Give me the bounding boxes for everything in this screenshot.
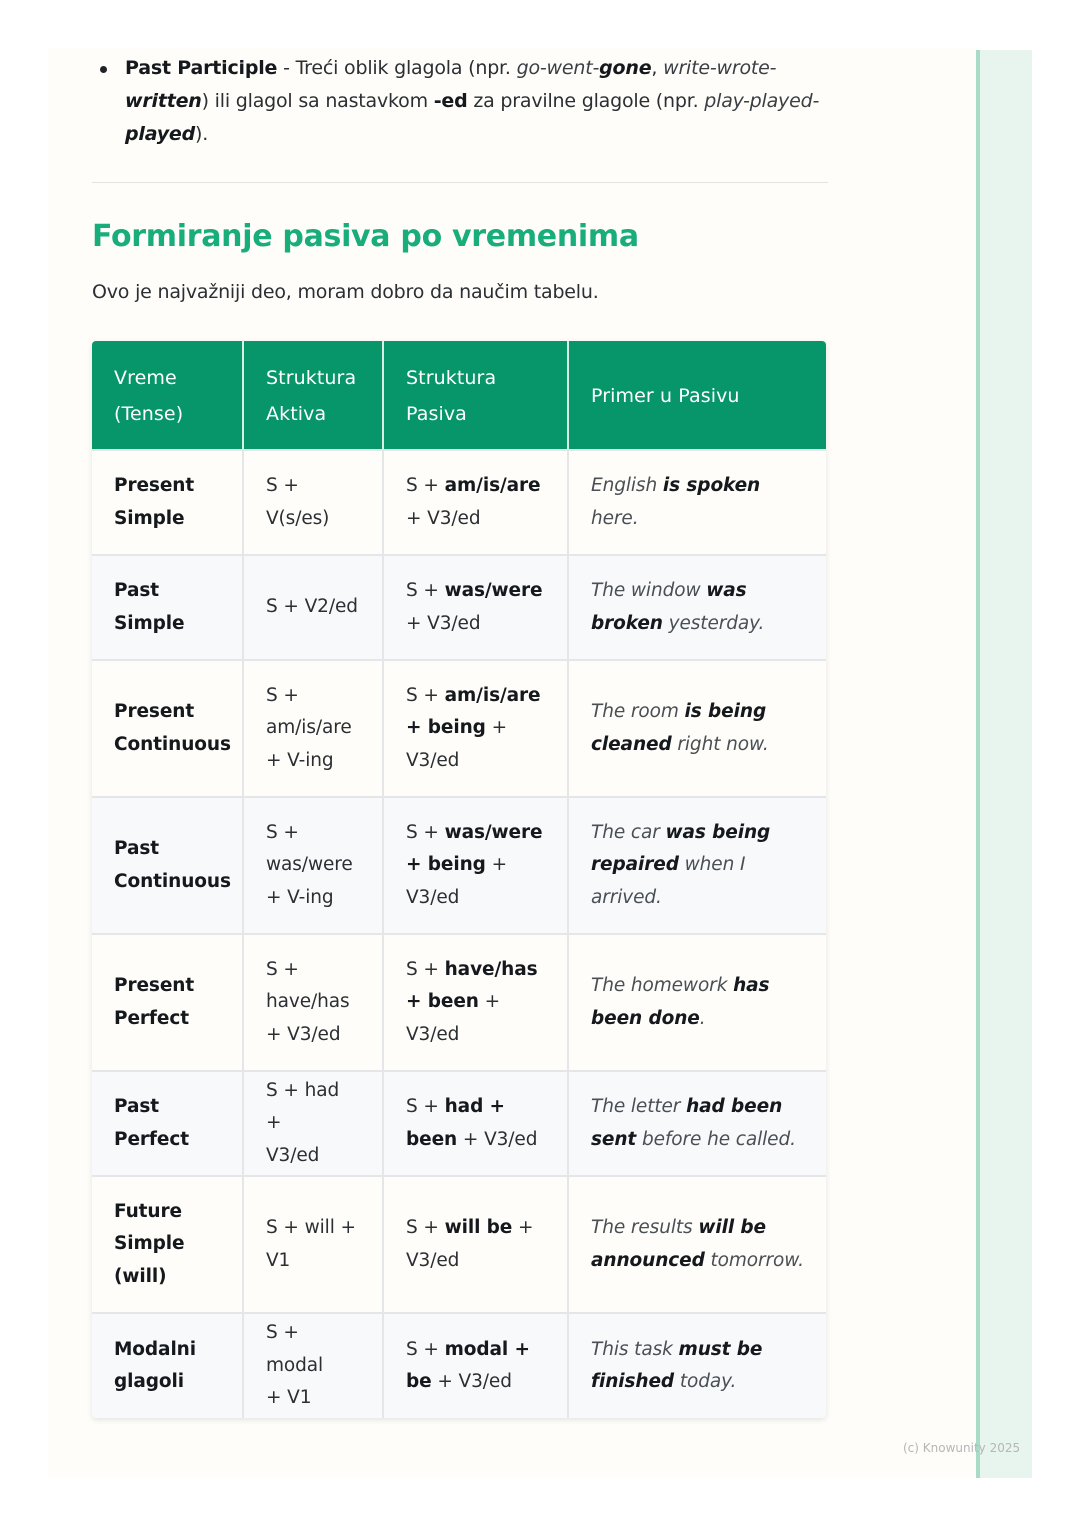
- passive-tenses-table: [92, 341, 826, 1418]
- table-row: [92, 1313, 826, 1418]
- definition-text: ,: [651, 57, 664, 79]
- tense-cell: Present Simple: [92, 450, 243, 555]
- active-structure-cell: S + V2/ed: [243, 555, 383, 660]
- table-row: [92, 934, 826, 1071]
- header-label: (Tense): [114, 403, 184, 425]
- header-active-structure: [243, 341, 383, 450]
- copyright-notice: (c) Knowunity 2025: [903, 1441, 1021, 1455]
- header-passive-structure: [383, 341, 568, 450]
- tense-cell: Future Simple (will): [92, 1176, 243, 1313]
- tense-cell: Past Perfect: [92, 1071, 243, 1176]
- section-divider: [92, 182, 828, 183]
- definition-text: ) ili glagol sa nastavkom: [201, 90, 434, 112]
- table-row: [92, 797, 826, 934]
- header-label: Pasiva: [406, 403, 467, 425]
- definition-text: za pravilne glagole (npr.: [467, 90, 705, 112]
- passive-example-cell: The car was being repaired when I arrived.: [568, 797, 826, 934]
- example-text: write-wrote-: [663, 57, 777, 79]
- example-emphasis: gone: [599, 57, 652, 79]
- active-structure-cell: S + am/is/are + V-ing: [243, 660, 383, 797]
- header-tense: [92, 341, 243, 450]
- table-row: [92, 450, 826, 555]
- active-structure-cell: S + had + V3/ed: [243, 1071, 383, 1176]
- active-structure-cell: S + V(s/es): [243, 450, 383, 555]
- table-row: [92, 1176, 826, 1313]
- active-structure-cell: S + modal + V1: [243, 1313, 383, 1418]
- definition-text: ).: [195, 123, 209, 145]
- table-row: [92, 1071, 826, 1176]
- document-content: [92, 52, 828, 307]
- tense-cell: Past Simple: [92, 555, 243, 660]
- passive-structure-cell: S + had + been + V3/ed: [383, 1071, 568, 1176]
- example-text: play-played-: [704, 90, 820, 112]
- term-label: Past Participle: [125, 57, 278, 79]
- header-label: Primer u Pasivu: [591, 385, 740, 407]
- header-label: Vreme: [114, 367, 177, 389]
- header-passive-example: [568, 341, 826, 450]
- tense-cell: Present Continuous: [92, 660, 243, 797]
- passive-structure-cell: S + have/has + been + V3/ed: [383, 934, 568, 1071]
- passive-example-cell: The homework has been done.: [568, 934, 826, 1071]
- example-text: go-went-: [516, 57, 600, 79]
- example-emphasis: written: [125, 90, 202, 112]
- bullet-icon: [100, 66, 107, 73]
- passive-structure-cell: S + was/were + V3/ed: [383, 555, 568, 660]
- definition-list: [92, 52, 828, 151]
- table-row: [92, 660, 826, 797]
- active-structure-cell: S + was/were + V-ing: [243, 797, 383, 934]
- page-side-band: [976, 50, 1032, 1478]
- passive-structure-cell: S + was/were + being + V3/ed: [383, 797, 568, 934]
- tense-cell: Past Continuous: [92, 797, 243, 934]
- example-emphasis: played: [125, 123, 196, 145]
- table-row: [92, 555, 826, 660]
- list-item-past-participle: [125, 52, 828, 151]
- tense-cell: Present Perfect: [92, 934, 243, 1071]
- active-structure-cell: S + have/has + V3/ed: [243, 934, 383, 1071]
- section-title: Formiranje pasiva po vremenima: [92, 219, 639, 254]
- definition-text: - Treći oblik glagola (npr.: [277, 57, 517, 79]
- passive-example-cell: The letter had been sent before he called.: [568, 1071, 826, 1176]
- passive-example-cell: The room is being cleaned right now.: [568, 660, 826, 797]
- tense-cell: Modalni glagoli: [92, 1313, 243, 1418]
- passive-example-cell: The results will be announced tomorrow.: [568, 1176, 826, 1313]
- header-label: Aktiva: [266, 403, 327, 425]
- passive-structure-cell: S + modal + be + V3/ed: [383, 1313, 568, 1418]
- active-structure-cell: S + will + V1: [243, 1176, 383, 1313]
- passive-structure-cell: S + am/is/are + being + V3/ed: [383, 660, 568, 797]
- passive-example-cell: English is spoken here.: [568, 450, 826, 555]
- passive-example-cell: The window was broken yesterday.: [568, 555, 826, 660]
- passive-structure-cell: S + am/is/are + V3/ed: [383, 450, 568, 555]
- suffix-label: -ed: [433, 90, 468, 112]
- passive-example-cell: This task must be finished today.: [568, 1313, 826, 1418]
- header-label: Struktura: [406, 367, 497, 389]
- section-intro: Ovo je najvažniji deo, moram dobro da naučim tabelu.: [92, 281, 599, 303]
- passive-structure-cell: S + will be + V3/ed: [383, 1176, 568, 1313]
- table-header-row: [92, 341, 826, 450]
- header-label: Struktura: [266, 367, 357, 389]
